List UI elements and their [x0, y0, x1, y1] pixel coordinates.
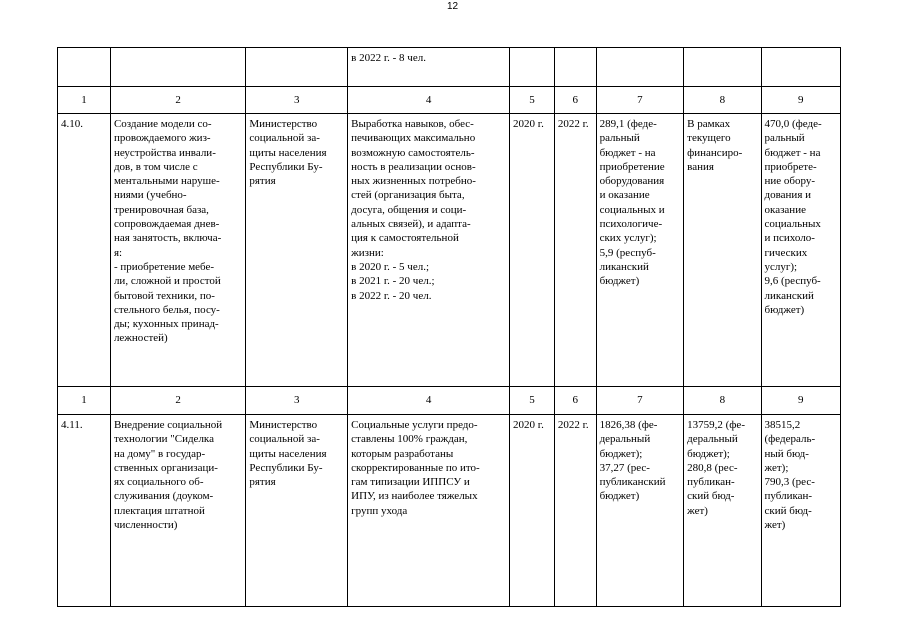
- col-number: 4: [348, 87, 510, 114]
- continued-row: [58, 48, 841, 87]
- cell-fund-3: 38515,2 (федераль- ный бюд- жет); 790,3 (рес- публикан- ский бюд- жет): [761, 415, 840, 607]
- cell-fund-3: [761, 48, 840, 87]
- col-number: 9: [761, 387, 840, 415]
- cell-result: в 2022 г. - 8 чел.: [348, 48, 510, 87]
- cell-fund-2: 13759,2 (фе- деральный бюджет); 280,8 (рес- публикан- ский бюд- жет): [684, 415, 761, 607]
- col-number: 5: [510, 87, 555, 114]
- cell-start: [510, 48, 555, 87]
- cell-executor: [246, 48, 348, 87]
- cell-end: 2022 г.: [554, 114, 596, 387]
- cell-name: Создание модели со- провождаемого жиз- неустройства инвали- дов, в том числе с ментальными наруше- ниями (учебно- тренировочная база, сопровождаемая днев- ная занятость, включа- я: - приобретение мебе- ли, сложной и простой бытовой техники, по- стельного белья, посу- ды; кухонных принад- лежностей): [110, 114, 245, 387]
- cell-start: 2020 г.: [510, 415, 555, 607]
- cell-num: 4.10.: [58, 114, 111, 387]
- col-number: 6: [554, 87, 596, 114]
- cell-fund-2: В рамках текущего финансиро- вания: [684, 114, 761, 387]
- column-numbers-row: [58, 387, 841, 415]
- cell-fund-1: [596, 48, 684, 87]
- column-numbers-row: [58, 87, 841, 114]
- cell-end: [554, 48, 596, 87]
- col-number: 5: [510, 387, 555, 415]
- cell-name: [110, 48, 245, 87]
- col-number: 3: [246, 87, 348, 114]
- cell-end: 2022 г.: [554, 415, 596, 607]
- col-number: 8: [684, 387, 761, 415]
- cell-result: Социальные услуги предо- ставлены 100% граждан, которым разработаны скорректированные по ито- гам типизации ИППСУ и ИПУ, из наиболее тяжелых групп ухода: [348, 415, 510, 607]
- col-number: 1: [58, 87, 111, 114]
- col-number: 2: [110, 387, 245, 415]
- col-number: 4: [348, 387, 510, 415]
- col-number: 3: [246, 387, 348, 415]
- cell-fund-2: [684, 48, 761, 87]
- col-number: 6: [554, 387, 596, 415]
- activities-table: [57, 47, 841, 607]
- col-number: 7: [596, 87, 684, 114]
- col-number: 7: [596, 387, 684, 415]
- cell-fund-1: 1826,38 (фе- деральный бюджет); 37,27 (рес- публиканский бюджет): [596, 415, 684, 607]
- col-number: 1: [58, 387, 111, 415]
- cell-executor: Министерство социальной за- щиты населения Республики Бу- рятия: [246, 415, 348, 607]
- col-number: 2: [110, 87, 245, 114]
- cell-num: [58, 48, 111, 87]
- cell-fund-1: 289,1 (феде- ральный бюджет - на приобретение оборудования и оказание социальных и психологиче- ских услуг); 5,9 (респуб- ликанский бюджет): [596, 114, 684, 387]
- cell-num: 4.11.: [58, 415, 111, 607]
- col-number: 9: [761, 87, 840, 114]
- cell-executor: Министерство социальной за- щиты населения Республики Бу- рятия: [246, 114, 348, 387]
- cell-fund-3: 470,0 (феде- ральный бюджет - на приобрете- ние обору- дования и оказание социальных и психоло- гических услуг); 9,6 (респуб- ликанский бюджет): [761, 114, 840, 387]
- col-number: 8: [684, 87, 761, 114]
- cell-start: 2020 г.: [510, 114, 555, 387]
- table-row: [58, 415, 841, 607]
- table-row: [58, 114, 841, 387]
- page-number: 12: [446, 1, 459, 12]
- cell-name: Внедрение социальной технологии "Сиделка на дому" в государ- ственных организаци- ях социального об- служивания (доуком- плектация штатной численности): [110, 415, 245, 607]
- cell-result: Выработка навыков, обес- печивающих максимально возможную самостоятель- ность в реализации основ- ных жизненных потребно- стей (организация быта, досуга, общения и соци- альных связей), и адапта- ция к самостоятельной жизни: в 2020 г. - 5 чел.; в 2021 г. - 20 чел.; в 2022 г. - 20 чел.: [348, 114, 510, 387]
